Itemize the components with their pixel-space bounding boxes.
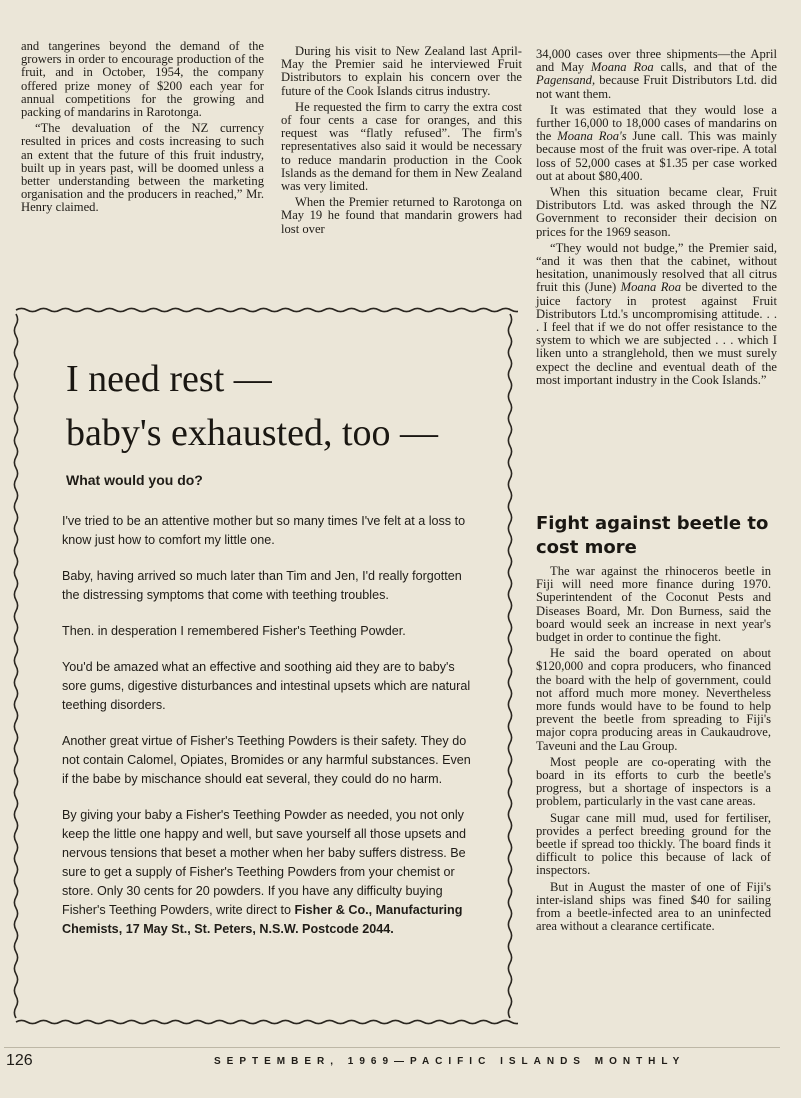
- ship-name: Moana Roa: [620, 280, 681, 295]
- ad-subheading: What would you do?: [66, 472, 203, 488]
- ad-paragraph: I've tried to be an attentive mother but so many times I've felt at a loss to know just how to comfort my little one.: [62, 514, 466, 547]
- paragraph: He said the board operated on about $120,000 and copra producers, who financed the board with the help of government, could not afford much more money. Nevertheless more funds would have to be found to help prevent the beetle from spreading to Fiji's major copra producing areas in Caukaudrove, Taveuni and the Lau Group.: [536, 646, 771, 753]
- paragraph: During his visit to New Zealand last April-May the Premier said he interviewed Fruit Distributors to explain his concern over the future of the Cook Islands citrus industry.: [281, 44, 522, 98]
- beetle-headline: Fight against beetle to cost more: [536, 513, 769, 558]
- ad-paragraph: You'd be amazed what an effective and soothing aid they are to baby's sore gums, digestive disturbances and intestinal upsets which are natural teething disorders.: [62, 660, 471, 712]
- paragraph: When this situation became clear, Fruit Distributors Ltd. was asked through the NZ Government to reconsider their decision on prices for the 1969 season.: [536, 185, 777, 239]
- ad-paragraph: Another great virtue of Fisher's Teething Powders is their safety. They do not contain Calomel, Opiates, Bromides or any harmful substances. Even if the babe by mischance should eat several, they could do no harm.: [62, 734, 471, 786]
- company-address: Fisher & Co., Manufacturing Chemists, 17 May St., St. Peters, N.S.W. Postcode 2044.: [62, 903, 463, 936]
- ship-name: Moana Roa's: [557, 129, 627, 144]
- ad-headline: I need rest — baby's exhausted, too —: [66, 358, 439, 454]
- paragraph: The war against the rhinoceros beetle in Fiji will need more finance during 1970. Superintendent of the Coconut Pests and Diseases Board, Mr. Don Burness, said the board would seek an increase in next year's budget in order to continue the fight.: [536, 564, 771, 645]
- ad-paragraph: By giving your baby a Fisher's Teething Powder as needed, you not only keep the little one happy and well, but save yourself all those upsets and nervous tensions that beset a mother when her baby suffers distress. Be sure to get a supply of Fisher's Teething Powders from your chemist or store. Only 30 cents for 20 powders. If you have any difficulty buying Fisher's Teething Powders, write direct to Fisher & Co., Manufacturing Chemists, 17 May St., St. Peters, N.S.W. Postcode 2044.: [62, 808, 466, 936]
- article-column-2: [281, 45, 522, 236]
- running-head: SEPTEMBER, 1969—PACIFIC ISLANDS MONTHLY: [214, 1056, 686, 1067]
- ad-paragraph: Baby, having arrived so much later than Tim and Jen, I'd really forgotten the distressing symptoms that come with teething troubles.: [62, 569, 462, 602]
- paragraph: He requested the firm to carry the extra cost of four cents a case for oranges, and this request was “flatly refused”. The firm's representatives also said it would be necessary to reduce mandarin production in the Cook Islands as the demand for them in New Zealand was very limited.: [281, 99, 522, 194]
- paragraph: “They would not budge,” the Premier said, “and it was then that the cabinet, without hesitation, unanimously resolved that all citrus fruit this (June) Moana Roa be diverted to the juice factory in protest against Fruit Distributors Ltd.'s uncompromising attitude. . . . I feel that if we do not offer resistance to the system to which we are subjected . . . which I liken unto a stranglehold, then we must surely expect the decline and eventual death of the most important industry in the Cook Islands.”: [536, 240, 777, 387]
- paragraph: 34,000 cases over three shipments—the April and May Moana Roa calls, and that of the Pagensand, because Fruit Distributors Ltd. did not want them.: [536, 47, 777, 101]
- teething-powder-advertisement: [4, 300, 518, 1030]
- page-footer: [4, 1047, 780, 1068]
- beetle-article: [536, 565, 771, 933]
- ad-paragraph: Then. in desperation I remembered Fisher's Teething Powder.: [62, 624, 406, 638]
- paragraph: It was estimated that they would lose a further 16,000 to 18,000 cases of mandarins on the Moana Roa's June call. This was mainly because most of the fruit was over-ripe. A total loss of 52,000 cases at $1.35 per case worked out at about $80,400.: [536, 102, 777, 183]
- paragraph: and tangerines beyond the demand of the growers in order to encourage production of the fruit, and in October, 1954, the company offered prize money of $200 each year for annual competitions for the growing and packing of mandarins in Rarotonga.: [21, 39, 264, 120]
- paragraph: “The devaluation of the NZ currency resulted in prices and costs increasing to such an extent that the future of this fruit industry, built up in years past, will be doomed unless a better understanding between the marketing organisation and the producers in reached,” Mr. Henry claimed.: [21, 121, 264, 215]
- paragraph: But in August the master of one of Fiji's inter-island ships was fined $40 for sailing from a beetle-infected area to an uninfected area without a clearance certificate.: [536, 879, 771, 934]
- ship-name: Pagensand,: [536, 73, 596, 88]
- ad-body: [62, 512, 472, 956]
- article-column-3: [536, 48, 777, 387]
- paragraph: When the Premier returned to Rarotonga on May 19 he found that mandarin growers had lost over: [281, 195, 522, 236]
- article-column-1: [21, 40, 264, 215]
- ship-name: Moana Roa: [590, 60, 654, 75]
- paragraph: Sugar cane mill mud, used for fertiliser, provides a perfect breeding ground for the beetle if spread too thickly. The board finds it difficult to police this because of lack of inspectors.: [536, 810, 771, 878]
- page-number: 126: [6, 1052, 33, 1069]
- paragraph: Most people are co-operating with the board in its efforts to curb the beetle's progress, but a shortage of inspectors is a problem, particularly in the vast cane areas.: [536, 754, 771, 809]
